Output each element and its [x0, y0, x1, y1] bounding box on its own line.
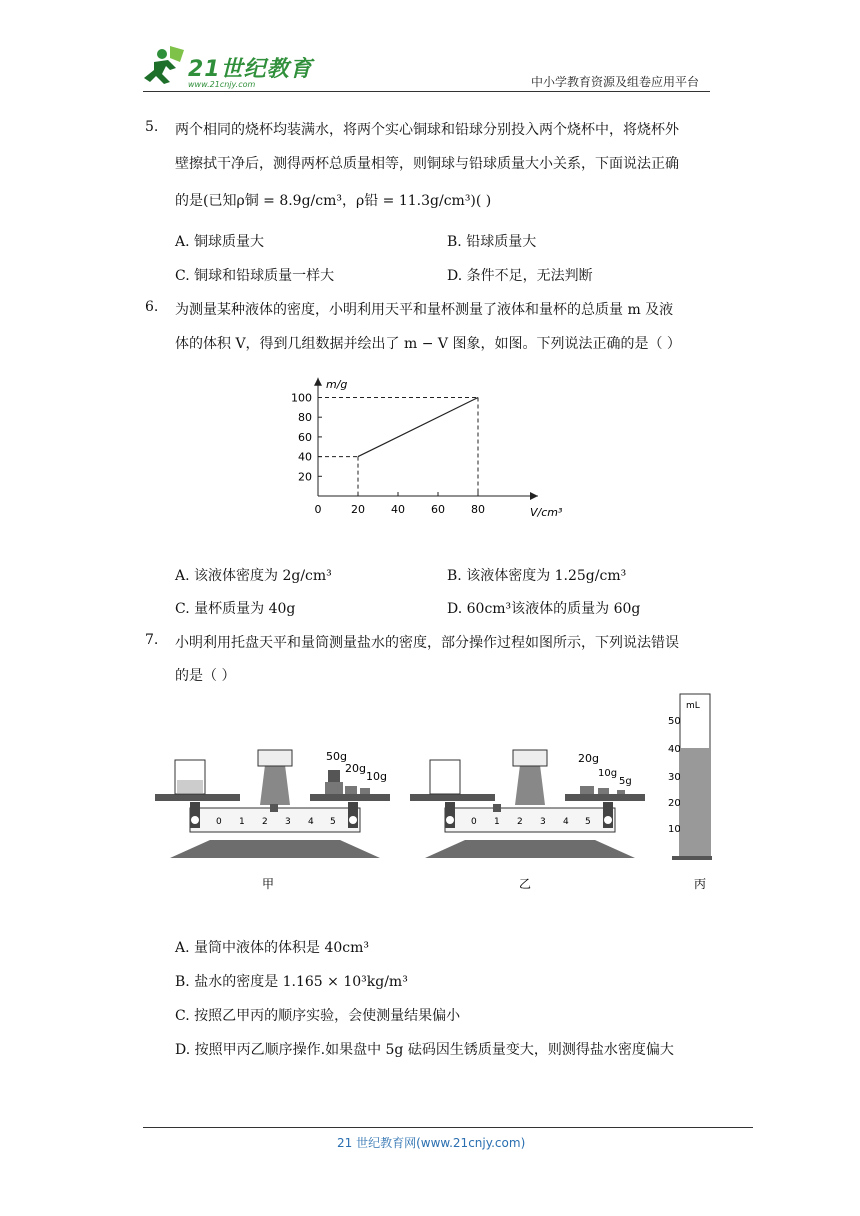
cylinder-tick: 20: [668, 798, 681, 809]
scale-tick: 3: [285, 817, 291, 827]
panel-label-yi: 乙: [519, 877, 532, 891]
option-d: D. 条件不足，无法判断: [447, 268, 593, 284]
question-line: 的是（ ）: [175, 668, 236, 684]
option-b: B. 铅球质量大: [447, 234, 537, 250]
x-axis-label: V/cm³: [530, 506, 563, 519]
scale-tick: 4: [308, 817, 314, 827]
footer-text: 21 世纪教育网(www.21cnjy.com): [337, 1136, 526, 1150]
logo-text: 21世纪教育: [188, 57, 313, 82]
scale-tick: 0: [471, 817, 477, 827]
scale-tick: 1: [239, 817, 245, 827]
series-line: [358, 398, 478, 457]
x-tick-label: 80: [471, 503, 485, 516]
logo-url: www.21cnjy.com: [188, 80, 256, 89]
runner-logo-icon: [140, 42, 190, 88]
weight-label: 50g: [326, 750, 347, 763]
x-axis-arrow: [530, 492, 538, 500]
panel-label-jia: 甲: [262, 877, 275, 891]
y-tick-label: 20: [298, 470, 312, 484]
header-divider: [143, 91, 710, 92]
option-d: D. 60cm³该液体的质量为 60g: [447, 601, 641, 617]
mv-chart: [283, 358, 583, 528]
y-tick-label: 100: [291, 391, 312, 405]
question-line: 两个相同的烧杯均装满水，将两个实心铜球和铅球分别投入两个烧杯中，将烧杯外: [175, 122, 679, 138]
x-tick-label: 40: [391, 503, 405, 516]
question-line: 小明利用托盘天平和量筒测量盐水的密度，部分操作过程如图所示，下列说法错误: [175, 635, 679, 651]
scale-tick: 2: [262, 817, 268, 827]
question-number: 6.: [145, 299, 159, 315]
option-a: A. 该液体密度为 2g/cm³: [175, 568, 332, 584]
measuring-cylinder: [668, 694, 712, 860]
option-c: C. 量杯质量为 40g: [175, 601, 296, 617]
option-c: C. 按照乙甲丙的顺序实验，会使测量结果偏小: [175, 1008, 461, 1024]
cylinder-tick: 40: [668, 744, 681, 755]
question-number: 5.: [145, 119, 159, 135]
question-line: 的是(已知ρ铜 = 8.9g/cm³，ρ铅 = 11.3g/cm³)( ): [175, 193, 492, 209]
option-b: B. 该液体密度为 1.25g/cm³: [447, 568, 627, 584]
balance-yi: [410, 750, 645, 858]
scale-tick: 2: [517, 817, 523, 827]
y-axis-arrow: [314, 378, 322, 386]
scale-tick: 5: [585, 817, 591, 827]
scale-tick: 5: [330, 817, 336, 827]
y-axis-label: m/g: [326, 377, 348, 391]
question-line: 为测量某种液体的密度，小明利用天平和量杯测量了液体和量杯的总质量 m 及液: [175, 302, 674, 318]
x-tick-label: 20: [351, 503, 365, 516]
y-tick-label: 40: [298, 450, 312, 464]
balance-jia: [155, 750, 390, 858]
option-c: C. 铜球和铅球质量一样大: [175, 268, 335, 284]
weight-label: 10g: [598, 768, 618, 779]
panel-label-bing: 丙: [694, 877, 707, 891]
scale-tick: 3: [540, 817, 546, 827]
cylinder-tick: 30: [668, 772, 681, 783]
question-number: 7.: [145, 632, 159, 648]
cylinder-unit: mL: [686, 701, 700, 711]
header-logo: [140, 42, 320, 92]
platform-label: 中小学教育资源及组卷应用平台: [531, 75, 700, 89]
question-line: 体的体积 V，得到几组数据并绘出了 m − V 图象，如图。下列说法正确的是（ ）: [175, 336, 681, 352]
weight-label: 5g: [619, 776, 632, 787]
scale-tick: 4: [563, 817, 569, 827]
y-tick-label: 80: [298, 411, 312, 425]
figure7: [150, 690, 730, 900]
option-b: B. 盐水的密度是 1.165 × 10³kg/m³: [175, 974, 408, 990]
scale-tick: 1: [494, 817, 500, 827]
y-tick-label: 60: [298, 430, 312, 444]
scale-tick: 0: [216, 817, 222, 827]
cylinder-tick: 50: [668, 716, 681, 727]
cylinder-tick: 10: [668, 824, 681, 835]
x-tick-label: 60: [431, 503, 445, 516]
weight-label: 10g: [366, 770, 387, 783]
option-a: A. 铜球质量大: [175, 234, 265, 250]
weight-label: 20g: [578, 752, 599, 765]
option-a: A. 量筒中液体的体积是 40cm³: [175, 940, 370, 956]
option-d: D. 按照甲丙乙顺序操作.如果盘中 5g 砝码因生锈质量变大，则测得盐水密度偏大: [175, 1042, 674, 1058]
footer-divider: [143, 1127, 753, 1128]
weight-label: 20g: [345, 762, 366, 775]
question-line: 壁擦拭干净后，测得两杯总质量相等，则铜球与铅球质量大小关系，下面说法正确: [175, 156, 679, 172]
x-tick-label: 0: [314, 503, 322, 516]
